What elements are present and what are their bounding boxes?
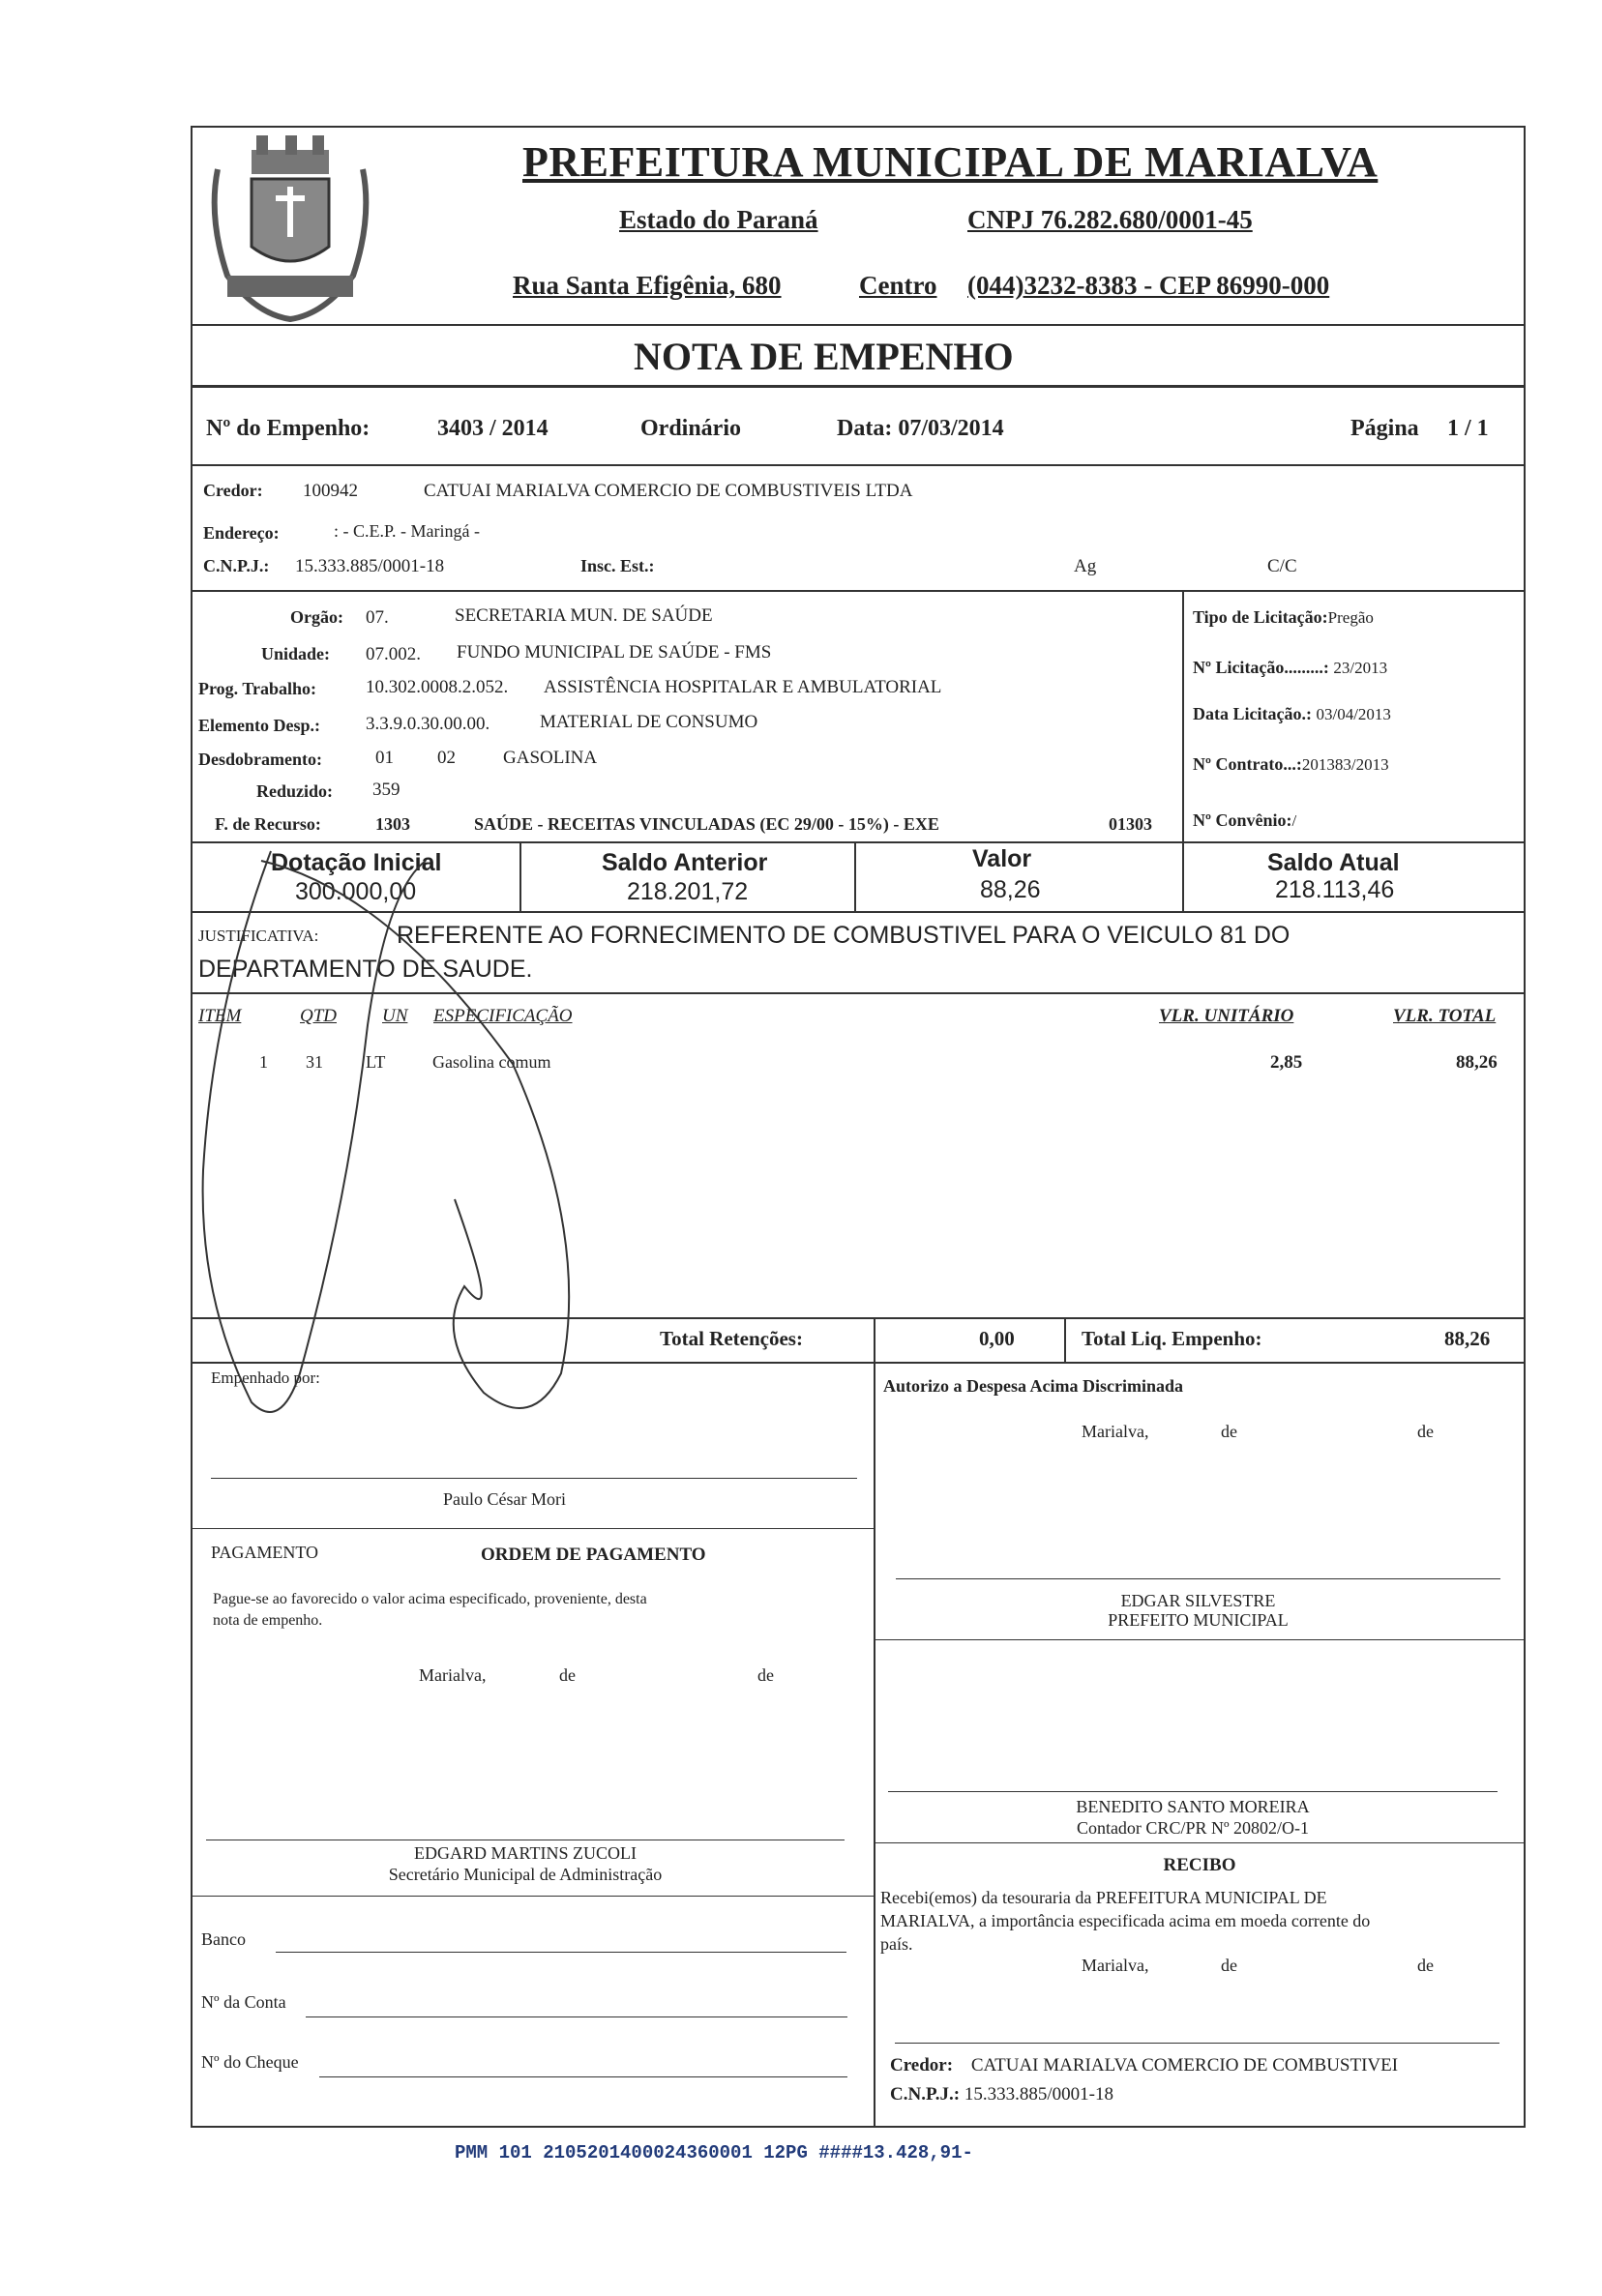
desd-a: 01 — [375, 748, 394, 768]
elem-name: MATERIAL DE CONSUMO — [540, 712, 758, 732]
reduzido-value: 359 — [372, 780, 400, 800]
col-qtd-header: QTD — [300, 1006, 338, 1026]
desd-b: 02 — [437, 748, 456, 768]
fonte-name: SAÚDE - RECEITAS VINCULADAS (EC 29/00 - 15%) - EXE — [474, 814, 939, 834]
total-liq-value: 88,26 — [1444, 1327, 1491, 1350]
contador-name: BENEDITO SANTO MOREIRA — [1076, 1797, 1310, 1816]
recibo-cnpj-label: C.N.P.J.: — [890, 2084, 961, 2105]
prefeito-title: PREFEITO MUNICIPAL — [1108, 1610, 1289, 1630]
data-licitacao: 03/04/2013 — [1316, 705, 1391, 723]
dotacao-value: 300.000,00 — [295, 878, 417, 905]
tipo-licitacao: Pregão — [1327, 608, 1374, 627]
fonte-label: F. de Recurso: — [215, 814, 321, 834]
orgao-code: 07. — [366, 607, 389, 628]
credor-name: CATUAI MARIALVA COMERCIO DE COMBUSTIVEIS LTDA — [424, 481, 913, 501]
col-vlr-total-header: VLR. TOTAL — [1393, 1006, 1497, 1026]
header-state: Estado do Paraná — [619, 205, 818, 234]
saldo-atual-value: 218.113,46 — [1275, 876, 1395, 903]
recibo-text-3: país. — [880, 1934, 913, 1954]
credor-code: 100942 — [303, 481, 358, 501]
header-cnpj: CNPJ 76.282.680/0001-45 — [967, 205, 1253, 234]
secretario-title: Secretário Municipal de Administração — [388, 1865, 663, 1884]
convenio-value: / — [1291, 811, 1297, 830]
desd-name: GASOLINA — [503, 748, 598, 768]
item-qtd: 31 — [306, 1052, 323, 1072]
page-label: Página — [1350, 416, 1419, 441]
header-address: Rua Santa Efigênia, 680 — [513, 271, 782, 300]
prefeito-signature-line — [896, 1578, 1500, 1579]
autorizo-de-1: de — [1221, 1422, 1237, 1441]
conta-line[interactable] — [306, 2016, 847, 2017]
recibo-title: RECIBO — [1163, 1855, 1236, 1875]
recibo-credor-name: CATUAI MARIALVA COMERCIO DE COMBUSTIVEI — [970, 2055, 1399, 2075]
fonte-num: 01303 — [1109, 814, 1152, 834]
municipal-crest-logo — [198, 131, 382, 324]
valor-value: 88,26 — [980, 876, 1041, 903]
handwritten-signature-scribble — [193, 832, 658, 1451]
recibo-place: Marialva, — [1082, 1956, 1149, 1975]
num-licitacao-label: Nº Licitação.........: 23/2013 — [1193, 658, 1388, 677]
total-liq-label: Total Liq. Empenho: — [1082, 1327, 1262, 1350]
recibo-de-2: de — [1417, 1956, 1434, 1975]
credor-address: : - C.E.P. - Maringá - — [334, 521, 480, 541]
pagamento-de-2: de — [757, 1665, 774, 1685]
recibo-credor-label: Credor: — [890, 2055, 954, 2075]
item-vlr-total: 88,26 — [1456, 1052, 1498, 1073]
prefeito-name: EDGAR SILVESTRE — [1120, 1591, 1276, 1610]
unidade-label: Unidade: — [261, 644, 331, 663]
document-title: NOTA DE EMPENHO — [634, 335, 1014, 378]
autorizo-text: Autorizo a Despesa Acima Discriminada — [883, 1376, 1183, 1396]
prog-name: ASSISTÊNCIA HOSPITALAR E AMBULATORIAL — [544, 677, 942, 697]
item-number: 1 — [259, 1052, 268, 1072]
autorizo-de-2: de — [1417, 1422, 1434, 1441]
desd-label: Desdobramento: — [198, 750, 322, 769]
justificativa-label: JUSTIFICATIVA: — [198, 927, 319, 945]
contador-title: Contador CRC/PR Nº 20802/O-1 — [1076, 1818, 1310, 1838]
ordem-pagamento: ORDEM DE PAGAMENTO — [481, 1545, 706, 1565]
page-number: 1 / 1 — [1447, 416, 1489, 441]
pagamento-text-2: nota de empenho. — [213, 1612, 323, 1629]
col-espec-header: ESPECIFICAÇÃO — [433, 1006, 573, 1026]
recibo-cnpj — [890, 2084, 1113, 2105]
empenhado-name: Paulo César Mori — [443, 1489, 566, 1509]
empenhado-signature-line — [211, 1478, 857, 1479]
credor-cnpj-label: C.N.P.J.: — [203, 556, 270, 575]
fonte-code: 1303 — [375, 814, 410, 834]
pagamento-de-1: de — [559, 1665, 576, 1685]
convenio-label: Nº Convênio:/ — [1193, 810, 1297, 830]
pagamento-text-1: Pague-se ao favorecido o valor acima especificado, proveniente, desta — [213, 1591, 647, 1607]
header-district: Centro — [859, 271, 937, 300]
autorizo-place: Marialva, — [1082, 1422, 1149, 1441]
empenho-label: Nº do Empenho: — [206, 416, 371, 441]
contrato-value: 201383/2013 — [1301, 755, 1389, 774]
item-espec: Gasolina comum — [432, 1052, 551, 1072]
justificativa-line2: DEPARTAMENTO DE SAUDE. — [198, 956, 533, 983]
insc-est-label: Insc. Est.: — [580, 556, 655, 575]
pagamento-place: Marialva, — [419, 1665, 487, 1685]
recibo-signature-line — [895, 2043, 1499, 2044]
banco-label: Banco — [201, 1929, 246, 1949]
item-vlr-unit: 2,85 — [1270, 1052, 1303, 1073]
orgao-name: SECRETARIA MUN. DE SAÚDE — [455, 605, 713, 626]
pagamento-label: PAGAMENTO — [211, 1543, 319, 1562]
reduzido-label: Reduzido: — [256, 781, 334, 801]
empenho-number: 3403 / 2014 — [437, 416, 549, 441]
col-item-header: ITEM — [198, 1006, 242, 1026]
cheque-label: Nº do Cheque — [201, 2052, 299, 2072]
unidade-code: 07.002. — [366, 644, 421, 664]
orgao-label: Orgão: — [290, 607, 343, 627]
justificativa-line1: REFERENTE AO FORNECIMENTO DE COMBUSTIVEL PARA O VEICULO 81 DO — [397, 922, 1290, 949]
header-phone-cep: (044)3232-8383 - CEP 86990-000 — [967, 271, 1330, 300]
item-un: LT — [366, 1052, 386, 1072]
dotacao-label: Dotação Inicial — [271, 849, 442, 876]
empenho-date: Data: 07/03/2014 — [837, 416, 1004, 441]
recibo-credor — [890, 2055, 1398, 2076]
col-un-header: UN — [382, 1006, 408, 1026]
credor-label: Credor: — [203, 481, 263, 500]
contrato-label: Nº Contrato...:201383/2013 — [1193, 754, 1389, 774]
tipo-licitacao-label: Tipo de Licitação:Pregão — [1193, 607, 1374, 627]
footer-authentication-code: PMM 101 2105201400024360001 12PG ####13.428,91- — [455, 2142, 973, 2164]
recibo-cnpj-value: 15.333.885/0001-18 — [964, 2084, 1113, 2105]
empenho-type: Ordinário — [640, 416, 742, 441]
cc-label: C/C — [1267, 556, 1297, 576]
conta-label: Nº da Conta — [201, 1992, 286, 2012]
recibo-text-1: Recebi(emos) da tesouraria da PREFEITURA MUNICIPAL DE — [880, 1888, 1327, 1907]
total-retencoes-value: 0,00 — [979, 1327, 1015, 1350]
header-title: PREFEITURA MUNICIPAL DE MARIALVA — [522, 138, 1379, 186]
elem-code: 3.3.9.0.30.00.00. — [366, 714, 490, 734]
col-vlr-unit-header: VLR. UNITÁRIO — [1159, 1006, 1294, 1026]
valor-label: Valor — [972, 845, 1032, 872]
recibo-text-2: MARIALVA, a importância especificada acima em moeda corrente do — [880, 1911, 1371, 1930]
credor-address-label: Endereço: — [203, 523, 280, 543]
unidade-name: FUNDO MUNICIPAL DE SAÚDE - FMS — [457, 642, 772, 662]
secretario-name: EDGARD MARTINS ZUCOLI — [414, 1843, 637, 1863]
elem-label: Elemento Desp.: — [198, 716, 320, 735]
contador-signature-line — [888, 1791, 1498, 1792]
total-retencoes-label: Total Retenções: — [660, 1327, 803, 1350]
empenhado-label: Empenhado por: — [211, 1369, 320, 1387]
banco-line[interactable] — [276, 1952, 846, 1953]
saldo-anterior-value: 218.201,72 — [627, 878, 749, 905]
saldo-anterior-label: Saldo Anterior — [602, 849, 768, 876]
recibo-de-1: de — [1221, 1956, 1237, 1975]
data-licitacao-label: Data Licitação.: 03/04/2013 — [1193, 704, 1391, 723]
prog-code: 10.302.0008.2.052. — [366, 677, 509, 697]
cheque-line[interactable] — [319, 2076, 847, 2077]
ag-label: Ag — [1074, 556, 1097, 576]
credor-cnpj: 15.333.885/0001-18 — [295, 556, 445, 576]
saldo-atual-label: Saldo Atual — [1267, 849, 1400, 876]
prog-label: Prog. Trabalho: — [198, 679, 317, 698]
num-licitacao: 23/2013 — [1333, 659, 1388, 677]
